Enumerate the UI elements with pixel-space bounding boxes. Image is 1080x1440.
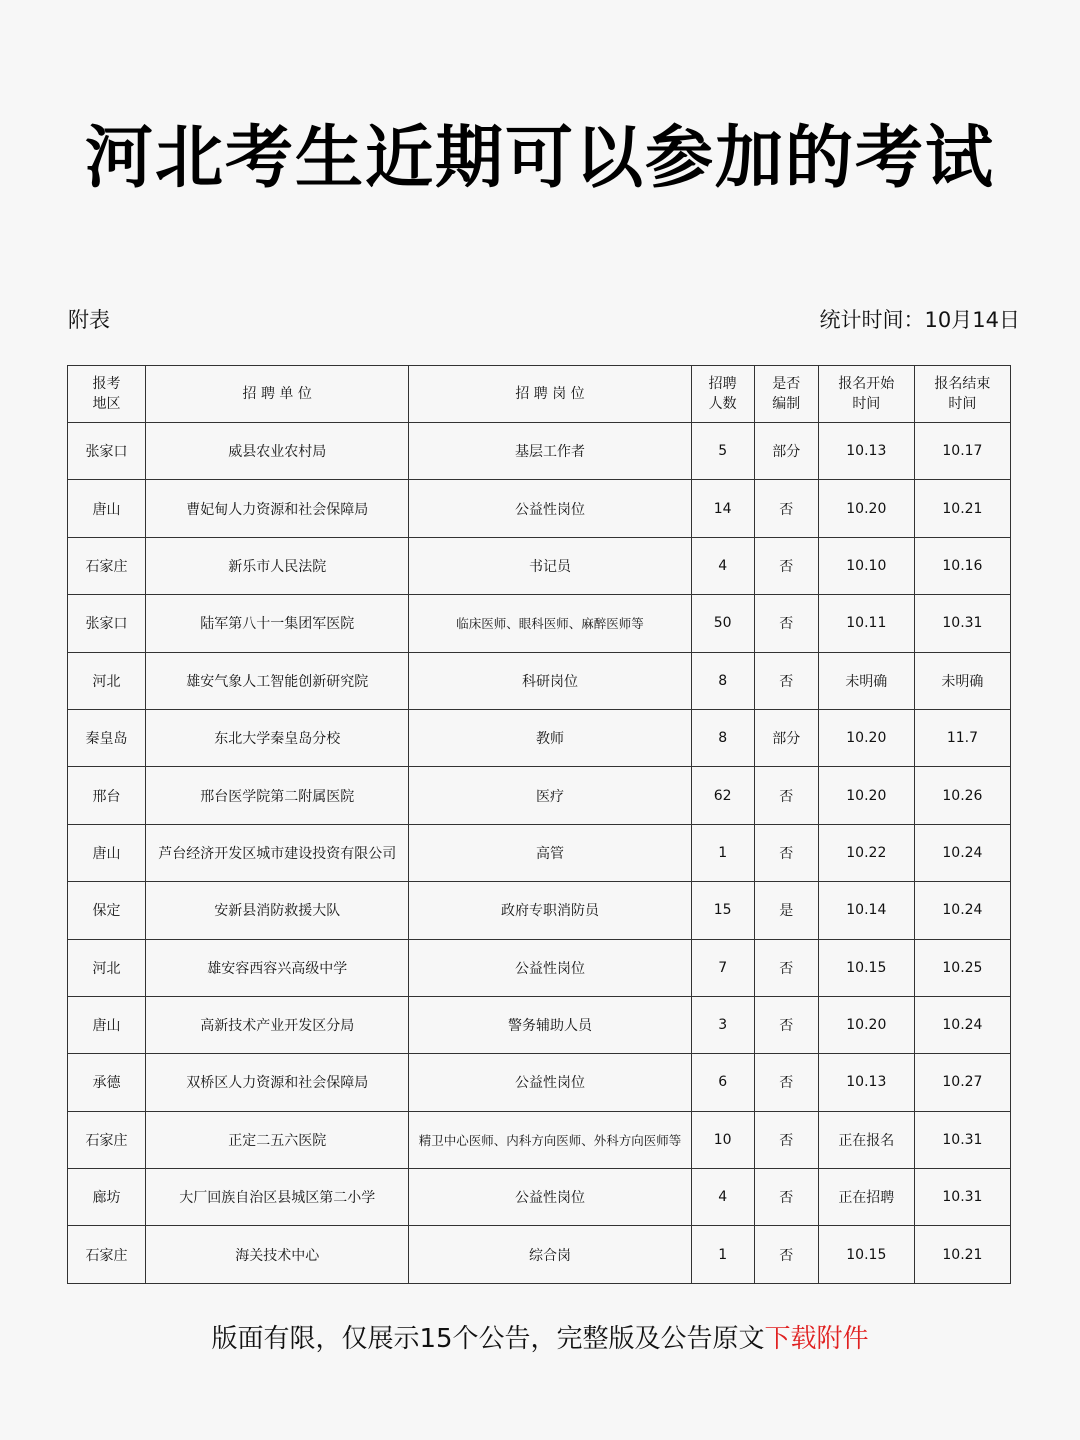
cell-start: 10.13 [818,423,914,480]
cell-position: 警务辅助人员 [409,996,691,1053]
cell-position: 科研岗位 [409,652,691,709]
cell-start: 未明确 [818,652,914,709]
cell-unit: 正定二五六医院 [146,1111,409,1168]
cell-staff: 否 [754,1111,818,1168]
cell-count: 6 [691,1054,754,1111]
footer-note [0,1318,1080,1355]
cell-start: 10.10 [818,537,914,594]
cell-count: 15 [691,882,754,939]
cell-region: 张家口 [68,595,146,652]
table-row [68,595,1011,652]
header-start: 报名开始 时间 [818,366,914,423]
cell-start: 正在报名 [818,1111,914,1168]
cell-start: 10.20 [818,996,914,1053]
cell-unit: 高新技术产业开发区分局 [146,996,409,1053]
cell-end: 10.24 [914,824,1010,881]
cell-unit: 大厂回族自治区县城区第二小学 [146,1169,409,1226]
cell-region: 唐山 [68,996,146,1053]
cell-region: 廊坊 [68,1169,146,1226]
cell-staff: 部分 [754,709,818,766]
cell-staff: 否 [754,824,818,881]
table-row [68,1054,1011,1111]
cell-region: 承德 [68,1054,146,1111]
exam-table [67,365,1011,1284]
table-row [68,480,1011,537]
cell-count: 8 [691,652,754,709]
cell-staff: 是 [754,882,818,939]
cell-count: 7 [691,939,754,996]
cell-unit: 海关技术中心 [146,1226,409,1283]
cell-region: 河北 [68,939,146,996]
cell-start: 10.20 [818,767,914,824]
table-header-row [68,366,1011,423]
cell-end: 未明确 [914,652,1010,709]
cell-count: 14 [691,480,754,537]
cell-staff: 否 [754,996,818,1053]
cell-count: 10 [691,1111,754,1168]
cell-unit: 陆军第八十一集团军医院 [146,595,409,652]
cell-position: 公益性岗位 [409,939,691,996]
table-row [68,423,1011,480]
cell-count: 50 [691,595,754,652]
cell-start: 正在招聘 [818,1169,914,1226]
cell-staff: 部分 [754,423,818,480]
cell-end: 11.7 [914,709,1010,766]
cell-count: 4 [691,1169,754,1226]
cell-start: 10.14 [818,882,914,939]
table-row [68,767,1011,824]
download-attachment-link[interactable]: 下载附件 [764,1324,869,1354]
header-position: 招 聘 岗 位 [409,366,691,423]
cell-count: 3 [691,996,754,1053]
cell-unit: 邢台医学院第二附属医院 [146,767,409,824]
cell-region: 唐山 [68,824,146,881]
cell-unit: 曹妃甸人力资源和社会保障局 [146,480,409,537]
header-count: 招聘 人数 [691,366,754,423]
cell-region: 邢台 [68,767,146,824]
cell-unit: 雄安容西容兴高级中学 [146,939,409,996]
cell-region: 唐山 [68,480,146,537]
cell-position: 综合岗 [409,1226,691,1283]
cell-end: 10.27 [914,1054,1010,1111]
cell-end: 10.16 [914,537,1010,594]
cell-end: 10.17 [914,423,1010,480]
cell-position: 精卫中心医师、内科方向医师、外科方向医师等 [409,1111,691,1168]
header-staff: 是否 编制 [754,366,818,423]
cell-position: 公益性岗位 [409,480,691,537]
cell-count: 1 [691,1226,754,1283]
cell-position: 公益性岗位 [409,1054,691,1111]
cell-unit: 新乐市人民法院 [146,537,409,594]
cell-region: 石家庄 [68,1226,146,1283]
cell-unit: 安新县消防救援大队 [146,882,409,939]
cell-start: 10.13 [818,1054,914,1111]
cell-region: 石家庄 [68,537,146,594]
cell-position: 公益性岗位 [409,1169,691,1226]
cell-count: 4 [691,537,754,594]
table-row [68,882,1011,939]
cell-position: 临床医师、眼科医师、麻醉医师等 [409,595,691,652]
cell-start: 10.22 [818,824,914,881]
cell-staff: 否 [754,652,818,709]
cell-region: 秦皇岛 [68,709,146,766]
header-end: 报名结束 时间 [914,366,1010,423]
cell-start: 10.15 [818,939,914,996]
cell-end: 10.26 [914,767,1010,824]
cell-unit: 雄安气象人工智能创新研究院 [146,652,409,709]
cell-position: 教师 [409,709,691,766]
cell-unit: 东北大学秦皇岛分校 [146,709,409,766]
cell-end: 10.24 [914,996,1010,1053]
page-title: 河北考生近期可以参加的考试 [84,119,995,198]
cell-staff: 否 [754,595,818,652]
cell-end: 10.21 [914,1226,1010,1283]
table-row [68,652,1011,709]
cell-unit: 芦台经济开发区城市建设投资有限公司 [146,824,409,881]
table-row [68,939,1011,996]
cell-staff: 否 [754,767,818,824]
stat-time: 统计时间：10月14日 [819,308,1020,332]
table-row [68,824,1011,881]
cell-count: 5 [691,423,754,480]
cell-staff: 否 [754,537,818,594]
cell-position: 医疗 [409,767,691,824]
table-row [68,709,1011,766]
table-row [68,537,1011,594]
cell-region: 张家口 [68,423,146,480]
cell-end: 10.31 [914,1111,1010,1168]
cell-position: 政府专职消防员 [409,882,691,939]
cell-region: 河北 [68,652,146,709]
header-region: 报考 地区 [68,366,146,423]
cell-end: 10.25 [914,939,1010,996]
cell-start: 10.11 [818,595,914,652]
table-row [68,1169,1011,1226]
cell-end: 10.24 [914,882,1010,939]
footer-text: 版面有限，仅展示15个公告，完整版及公告原文 [211,1324,765,1354]
cell-staff: 否 [754,1169,818,1226]
table-row [68,1111,1011,1168]
table-row [68,1226,1011,1283]
cell-staff: 否 [754,1226,818,1283]
cell-position: 书记员 [409,537,691,594]
header-unit: 招 聘 单 位 [146,366,409,423]
table-row [68,996,1011,1053]
cell-count: 1 [691,824,754,881]
cell-start: 10.20 [818,480,914,537]
cell-end: 10.31 [914,595,1010,652]
cell-region: 保定 [68,882,146,939]
cell-position: 高管 [409,824,691,881]
cell-unit: 威县农业农村局 [146,423,409,480]
cell-end: 10.31 [914,1169,1010,1226]
cell-start: 10.15 [818,1226,914,1283]
cell-unit: 双桥区人力资源和社会保障局 [146,1054,409,1111]
cell-end: 10.21 [914,480,1010,537]
cell-staff: 否 [754,939,818,996]
cell-count: 62 [691,767,754,824]
cell-count: 8 [691,709,754,766]
cell-start: 10.20 [818,709,914,766]
cell-staff: 否 [754,1054,818,1111]
cell-position: 基层工作者 [409,423,691,480]
cell-staff: 否 [754,480,818,537]
attachment-label: 附表 [68,308,110,332]
cell-region: 石家庄 [68,1111,146,1168]
